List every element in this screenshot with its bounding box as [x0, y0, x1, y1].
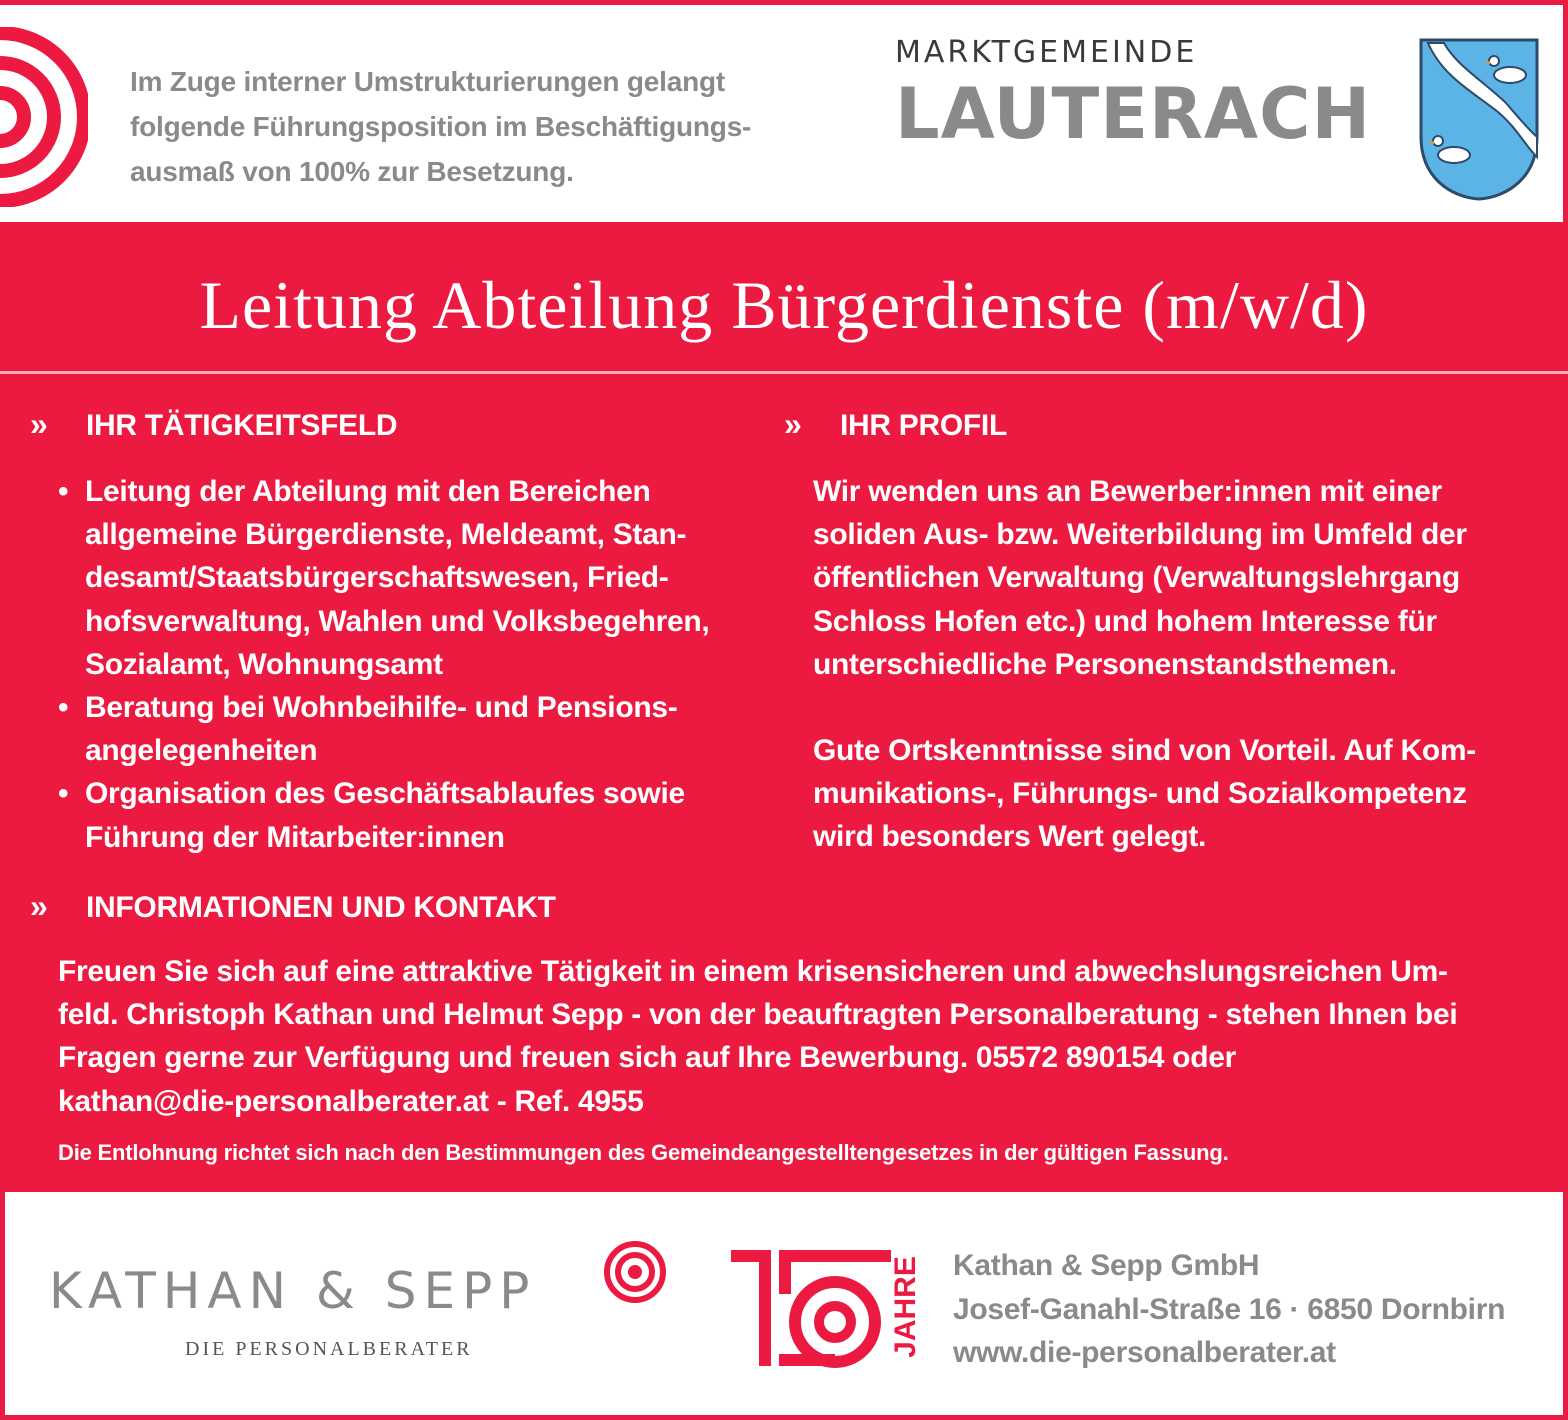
employer-logo: [895, 35, 1415, 155]
coat-of-arms-icon: [1418, 37, 1540, 201]
kathan-sepp-logo: KATHAN & SEPP: [49, 1262, 537, 1320]
target-logo-icon: [0, 27, 88, 207]
anniversary-badge: [731, 1242, 931, 1372]
chevron-right-icon: »: [784, 406, 798, 442]
company-info: [953, 1244, 1505, 1375]
footer-band: [0, 1192, 1568, 1420]
section-heading-profil: » IHR PROFIL: [784, 406, 1007, 442]
title-band: [0, 222, 1568, 374]
company-name: Kathan & Sepp GmbH: [953, 1249, 1260, 1282]
target-icon: [603, 1240, 667, 1304]
list-item: • Organisation des Geschäftsablaufes sowie Führung der Mitarbeiter:innen: [58, 772, 778, 858]
section-heading-taetigkeitsfeld: » IHR TÄTIGKEITSFELD: [30, 406, 398, 442]
profil-text: [813, 470, 1533, 902]
employer-label-small: MARKTGEMEINDE: [895, 35, 1198, 70]
list-item: • Beratung bei Wohnbeihilfe- und Pensions- angelegenheiten: [58, 686, 778, 772]
profil-paragraph: Wir wenden uns an Bewerber:innen mit einer soliden Aus- bzw. Weiterbildung im Umfeld der öffentlichen Verwaltung (Verwaltungslehrgang Schloss Hofen etc.) und hohem Interesse für unterschiedliche Personenstandsthemen.: [813, 475, 1467, 681]
kontakt-text: Freuen Sie sich auf eine attraktive Tätigkeit in einem krisensicheren und abwechslungsreichen Um- feld. Christoph Kathan und Helmut Sepp - von der beauftragten Personalberatung - stehen Ihnen bei Fragen gerne zur Verfügung und freuen sich auf Ihre Bewerbung. 05572 890154 oder kathan@die-personalberater.at - Ref. 4955: [58, 955, 1458, 1118]
kathan-sepp-subtitle: DIE PERSONALBERATER: [185, 1338, 473, 1360]
company-website[interactable]: www.die-personalberater.at: [953, 1336, 1336, 1369]
salary-note: Die Entlohnung richtet sich nach den Bestimmungen des Gemeindeangestelltengesetzes in der gültigen Fassung.: [58, 1140, 1229, 1165]
section-heading-kontakt: » INFORMATIONEN UND KONTAKT: [30, 888, 556, 924]
company-address: Josef-Ganahl-Straße 16 · 6850 Dornbirn: [953, 1292, 1506, 1326]
taetigkeitsfeld-list: [58, 470, 778, 859]
content-band: [0, 222, 1568, 1192]
chevron-right-icon: »: [30, 888, 44, 924]
chevron-right-icon: »: [30, 406, 44, 442]
employer-label-big: LAUTERACH: [895, 73, 1372, 155]
list-item: • Leitung der Abteilung mit den Bereichen allgemeine Bürgerdienste, Meldeamt, Stan- desamt/Staatsbürgerschaftswesen, Fried- hofsverwaltung, Wahlen und Volksbegehren, Sozialamt, Wohnungsamt: [58, 470, 778, 686]
profil-paragraph: Gute Ortskenntnisse sind von Vorteil. Auf Kom- munikations-, Führungs- und Sozialkompetenz wird besonders Wert gelegt.: [813, 734, 1476, 854]
anniversary-word: JAHRE: [889, 1256, 922, 1358]
header-band: [0, 0, 1568, 222]
intro-text: Im Zuge interner Umstrukturierungen gelangt folgende Führungsposition im Beschäftigungs- ausmaß von 100% zur Besetzung.: [130, 66, 752, 187]
job-title: Leitung Abteilung Bürgerdienste (m/w/d): [199, 267, 1369, 343]
